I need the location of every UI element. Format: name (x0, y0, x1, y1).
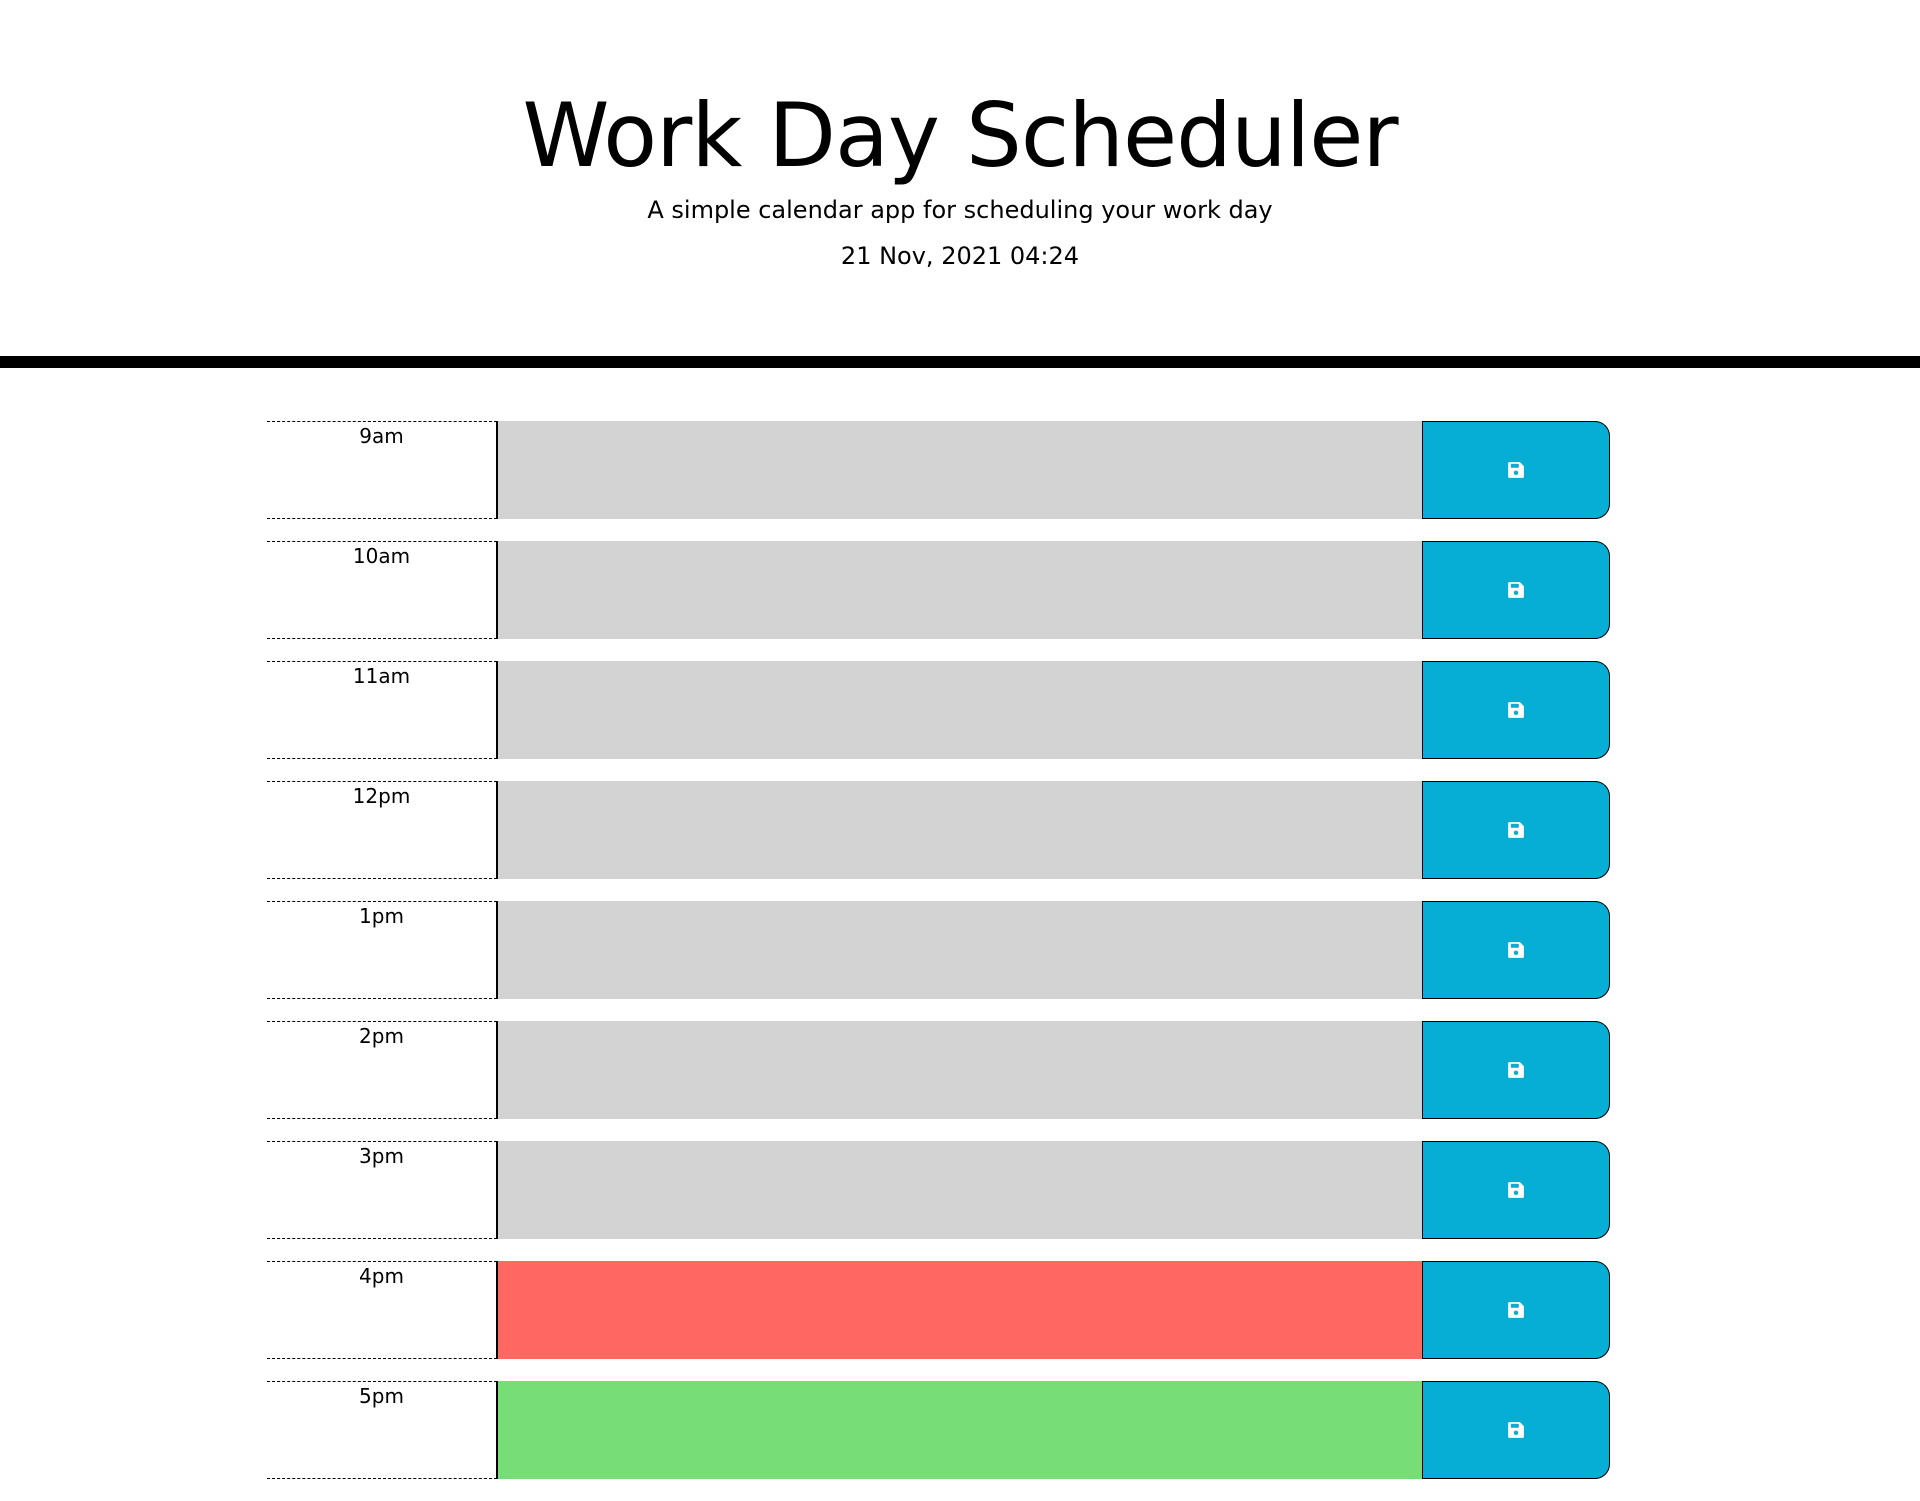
page-subtitle: A simple calendar app for scheduling your work day (647, 196, 1273, 224)
time-block-12pm (267, 781, 1610, 879)
save-button[interactable] (1422, 661, 1610, 759)
time-block-4pm (267, 1261, 1610, 1359)
floppy-disk-icon (1507, 1061, 1525, 1079)
description-input[interactable] (497, 661, 1422, 759)
hour-label: 3pm (267, 1141, 497, 1239)
floppy-disk-icon (1507, 581, 1525, 599)
floppy-disk-icon (1507, 941, 1525, 959)
description-input[interactable] (497, 1381, 1422, 1479)
save-button[interactable] (1422, 1261, 1610, 1359)
description-input[interactable] (497, 901, 1422, 999)
hour-label: 4pm (267, 1261, 497, 1359)
time-block-1pm (267, 901, 1610, 999)
hour-label: 12pm (267, 781, 497, 879)
description-input[interactable] (497, 421, 1422, 519)
hour-label: 1pm (267, 901, 497, 999)
schedule-container (267, 421, 1610, 1501)
description-input[interactable] (497, 1261, 1422, 1359)
save-button[interactable] (1422, 1381, 1610, 1479)
floppy-disk-icon (1507, 1301, 1525, 1319)
description-input[interactable] (497, 541, 1422, 639)
description-input[interactable] (497, 781, 1422, 879)
hour-label: 11am (267, 661, 497, 759)
save-button[interactable] (1422, 421, 1610, 519)
hour-label: 10am (267, 541, 497, 639)
time-block-2pm (267, 1021, 1610, 1119)
floppy-disk-icon (1507, 821, 1525, 839)
time-block-10am (267, 541, 1610, 639)
hour-label: 9am (267, 421, 497, 519)
time-block-3pm (267, 1141, 1610, 1239)
floppy-disk-icon (1507, 1181, 1525, 1199)
save-button[interactable] (1422, 781, 1610, 879)
floppy-disk-icon (1507, 701, 1525, 719)
hour-label: 5pm (267, 1381, 497, 1479)
page-title: Work Day Scheduler (522, 84, 1398, 187)
floppy-disk-icon (1507, 1421, 1525, 1439)
time-block-9am (267, 421, 1610, 519)
current-day: 21 Nov, 2021 04:24 (840, 242, 1080, 270)
time-block-11am (267, 661, 1610, 759)
header (0, 0, 1920, 368)
floppy-disk-icon (1507, 461, 1525, 479)
hour-label: 2pm (267, 1021, 497, 1119)
save-button[interactable] (1422, 541, 1610, 639)
save-button[interactable] (1422, 901, 1610, 999)
description-input[interactable] (497, 1141, 1422, 1239)
time-block-5pm (267, 1381, 1610, 1479)
save-button[interactable] (1422, 1021, 1610, 1119)
description-input[interactable] (497, 1021, 1422, 1119)
save-button[interactable] (1422, 1141, 1610, 1239)
